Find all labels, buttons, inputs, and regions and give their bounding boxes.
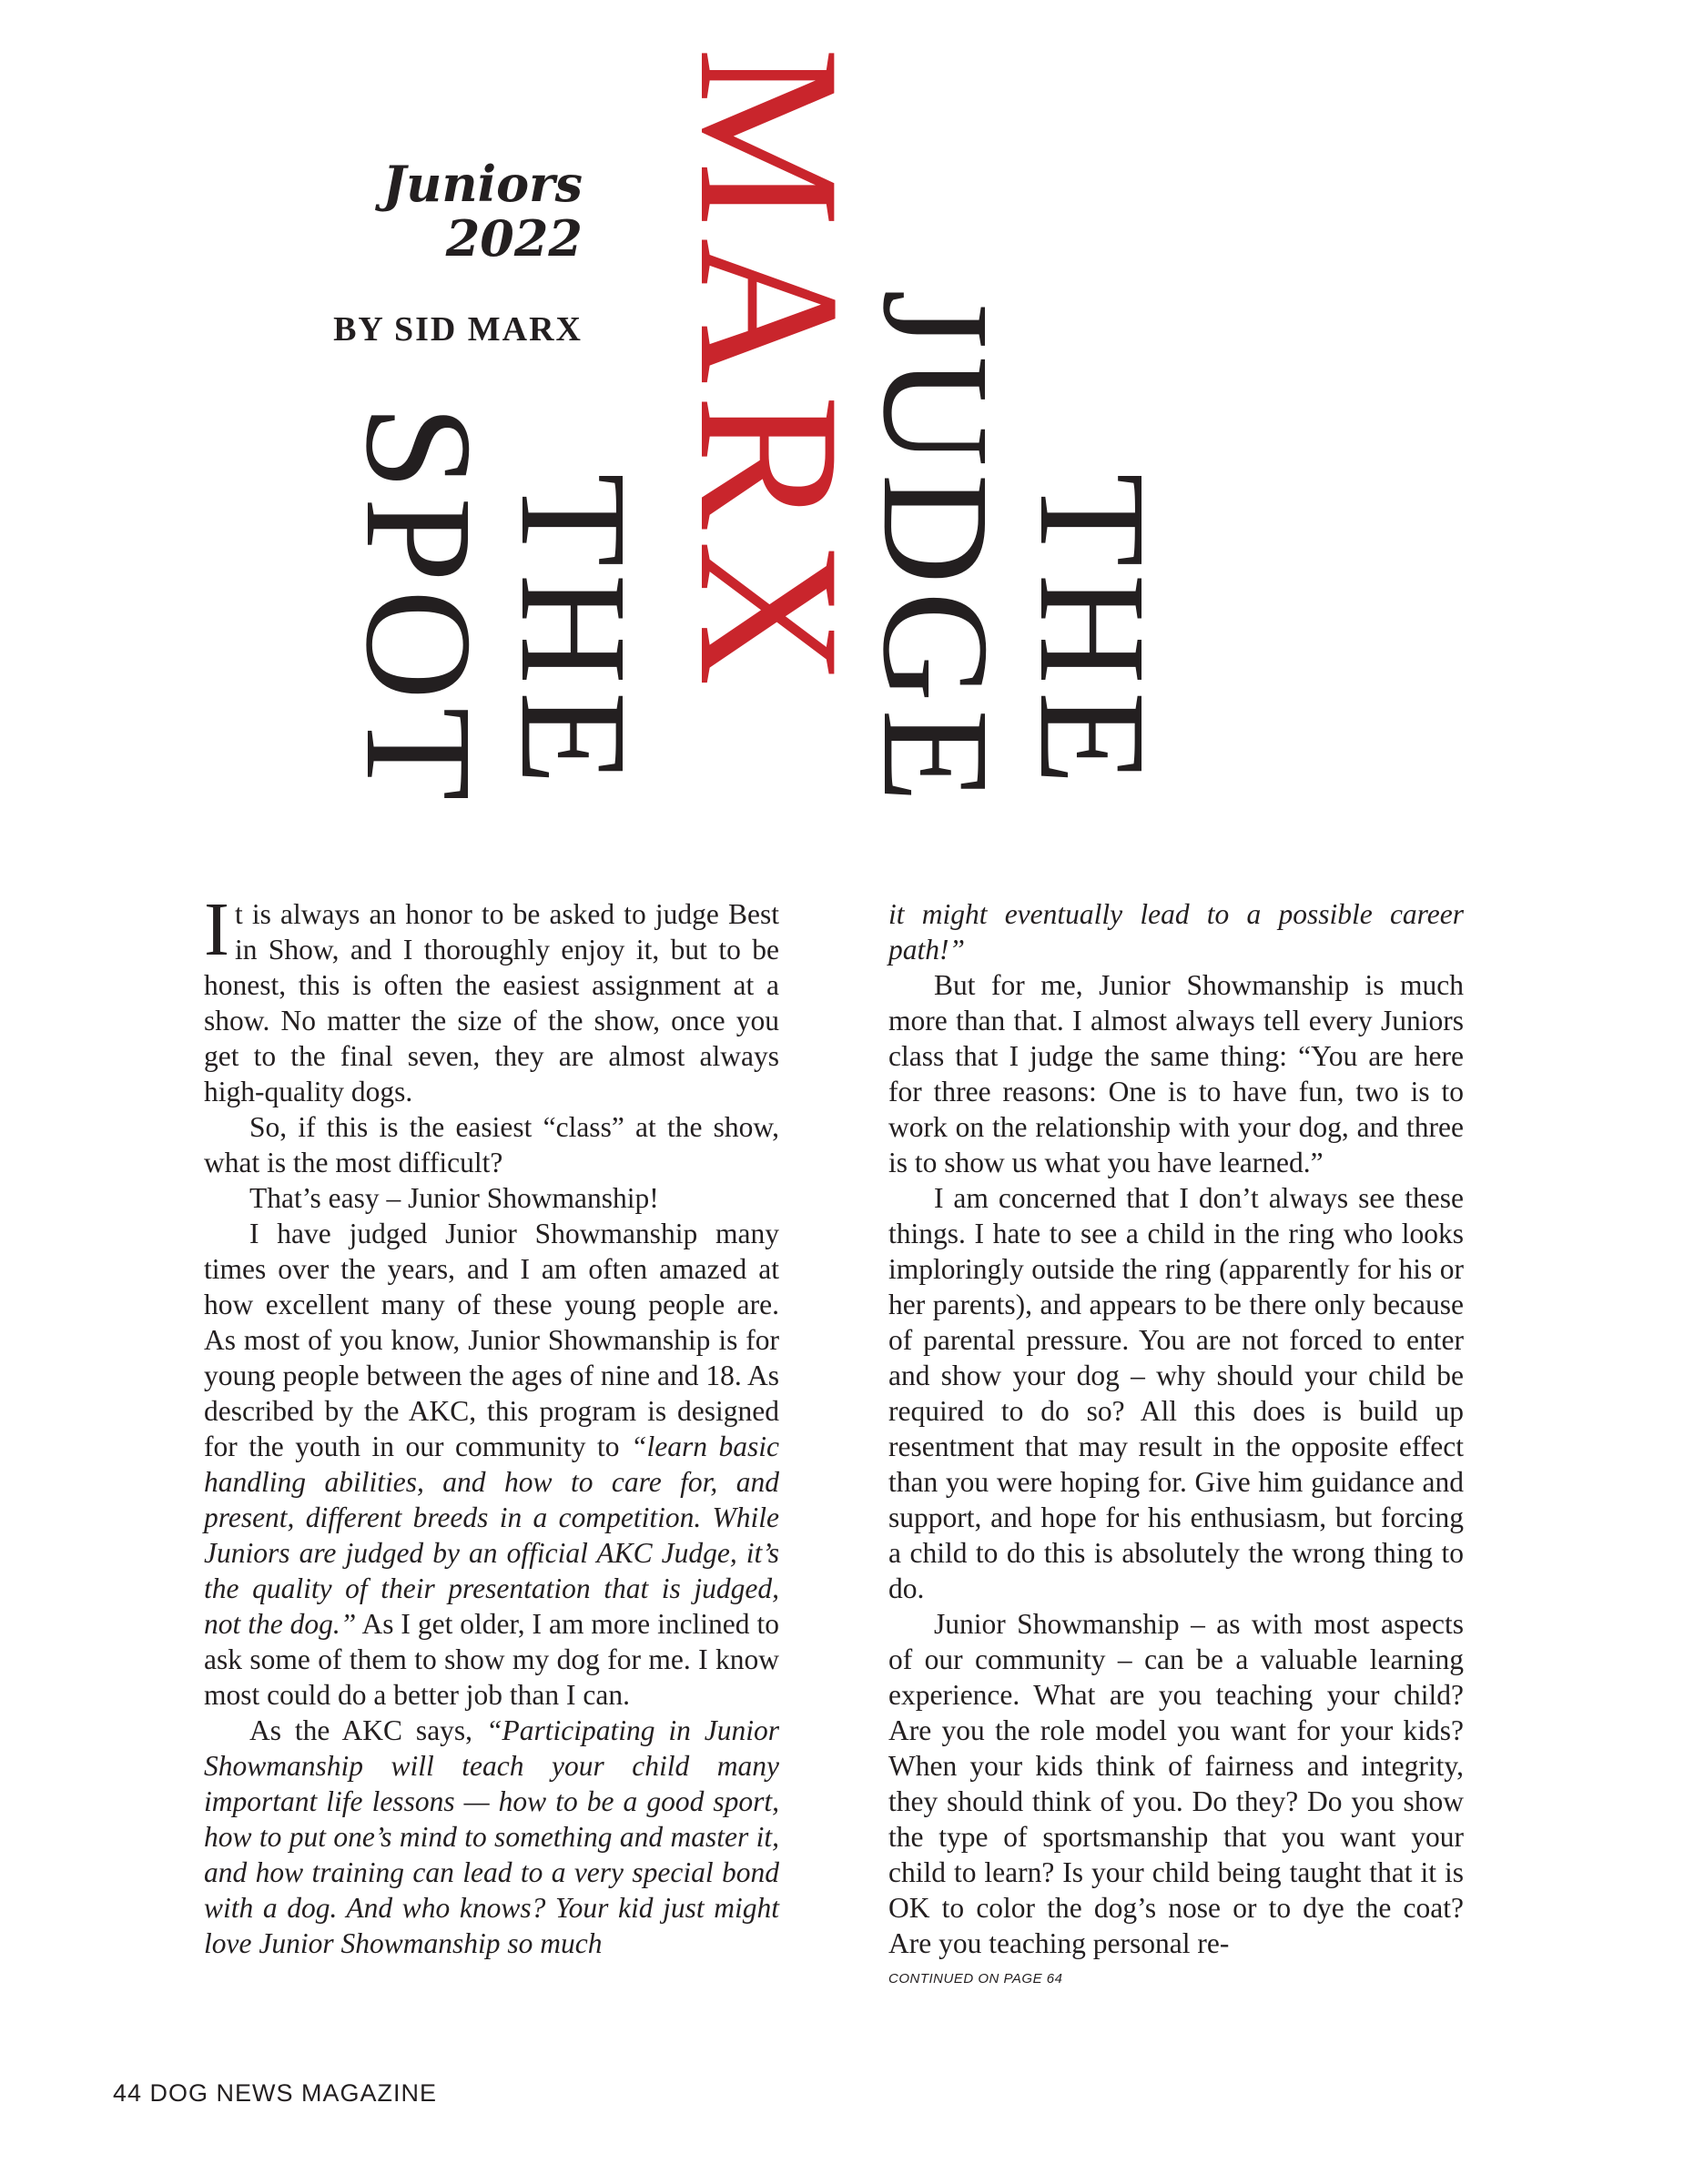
- kicker-line-1: Juniors: [382, 155, 583, 213]
- article-column-2: [888, 896, 1464, 1997]
- article-column-1: [204, 887, 779, 1961]
- akc-quote: “learn basic handling abilities, and how to care for, and present, different breeds in a competition. While Juniors are judged by an official AKC Judge, it’s the quality of their presentation that is judged, not the dog.”: [204, 1431, 779, 1640]
- paragraph: But for me, Junior Showmanship is much more than that. I almost always tell every Juniors class that I judge the same thing: “You are here for three reasons: One is to have fun, two is to work on the relationship with your dog, and three is to show us what you have learned.”: [888, 969, 1464, 1178]
- title-word-the-1: THE: [1008, 473, 1177, 793]
- title-word-judge: JUDGE: [851, 289, 1020, 810]
- paragraph: So, if this is the easiest “class” at the show, what is the most difficult?: [204, 1111, 779, 1178]
- paragraph: That’s easy – Junior Showmanship!: [249, 1182, 659, 1214]
- paragraph: [204, 887, 779, 1109]
- paragraph-text: As I get older, I am more inclined to ask some of them to show my dog for me. I know most could do a better job than I can.: [204, 1608, 779, 1711]
- kicker-line-2: 2022: [445, 209, 583, 268]
- byline: BY SID MARX: [333, 310, 583, 349]
- paragraph: Junior Showmanship – as with most aspects of our community – can be a valuable learning experience. What are you teaching your child? Are you the role model you want for your kids? When your kids think of fairness and integrity, they should think of you. Do they? Do you show the type of sportsmanship that you want your child to learn? Is your child being taught that it is OK to color the dog’s nose or to dye the coat? Are you teaching personal re-: [888, 1608, 1464, 1959]
- title-word-the-2: THE: [489, 473, 658, 793]
- continued-note: CONTINUED ON PAGE 64: [888, 1971, 1063, 1987]
- page-footer: 44 DOG NEWS MAGAZINE: [113, 2079, 438, 2107]
- paragraph-text: t is always an honor to be asked to judge Best in Show, and I thoroughly enjoy it, but to be honest, this is often the easiest assignment at a show. No matter the size of the show, once you get to the final seven, they are almost always high-quality dogs.: [204, 898, 779, 1107]
- section-kicker: [346, 157, 583, 266]
- akc-quote: “Participating in Junior Showmanship will teach your child many important life lessons — how to be a good sport, how to put one’s mind to something and master it, and how training can lead to a very special bond with a dog. And who knows? Your kid just might love Junior Showmanship so much: [204, 1714, 779, 1959]
- paragraph-text: As the AKC says,: [249, 1714, 486, 1746]
- title-word-spot: SPOT: [334, 405, 503, 808]
- drop-cap: I: [204, 887, 229, 972]
- paragraph-text: I have judged Junior Showmanship many times over the years, and I am often amazed at how excellent many of these young people are. As most of you know, Junior Showmanship is for young people between the ages of nine and 18. As described by the AKC, this program is designed for the youth in our community to: [204, 1218, 779, 1462]
- paragraph: [888, 896, 1464, 967]
- title-word-marx: MARX: [657, 47, 881, 698]
- paragraph: I am concerned that I don’t always see these things. I hate to see a child in the ring who looks imploringly outside the ring (apparently for his or her parents), and appears to be there only because of parental pressure. You are not forced to enter and show your dog – why should your child be required to do so? All this does is build up resentment that may result in the opposite effect than you were hoping for. Give him guidance and support, and hope for his enthusiasm, but forcing a child to do this is absolutely the wrong thing to do.: [888, 1182, 1464, 1604]
- paragraph: [204, 1713, 779, 1961]
- akc-quote: it might eventually lead to a possible career path!”: [888, 898, 1464, 966]
- paragraph: [204, 1216, 779, 1713]
